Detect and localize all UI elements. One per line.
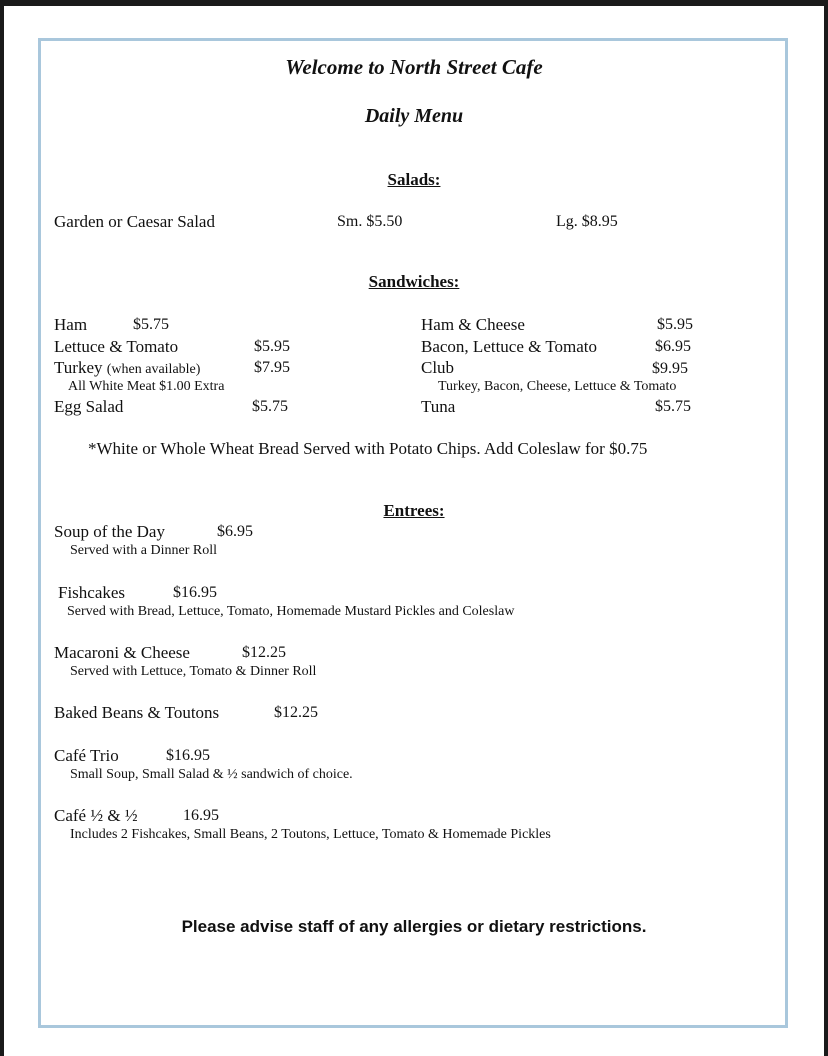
salad-large-price: Lg. $8.95	[556, 213, 618, 230]
window-top-edge	[0, 0, 828, 6]
entree-name: Soup of the Day	[54, 522, 165, 541]
entree-price: 16.95	[183, 807, 219, 824]
sandwich-price: $7.95	[254, 359, 290, 376]
sandwich-name: Bacon, Lettuce & Tomato	[421, 337, 598, 356]
sandwich-note: All White Meat $1.00 Extra	[68, 379, 225, 394]
allergy-notice: Please advise staff of any allergies or dietary restrictions.	[181, 917, 647, 936]
sandwich-price: $5.75	[133, 316, 169, 333]
sandwich-price: $9.95	[652, 360, 688, 377]
entree-name: Café ½ & ½	[54, 806, 138, 825]
sandwich-name: Lettuce & Tomato	[54, 337, 179, 356]
entree-description: Includes 2 Fishcakes, Small Beans, 2 Toutons, Lettuce, Tomato & Homemade Pickles	[70, 827, 551, 842]
sandwich-price: $5.95	[657, 316, 693, 333]
sandwich-name: Club	[421, 358, 455, 377]
entree-description: Served with Bread, Lettuce, Tomato, Homemade Mustard Pickles and Coleslaw	[67, 604, 515, 619]
sandwich-price: $5.95	[254, 338, 290, 355]
sandwich-name: Tuna	[421, 397, 456, 416]
sandwich-name: Ham & Cheese	[421, 315, 525, 334]
window-left-edge	[0, 0, 4, 1056]
sandwich-name	[54, 358, 200, 378]
entree-description: Served with Lettuce, Tomato & Dinner Roll	[70, 664, 317, 679]
entree-price: $6.95	[217, 523, 253, 540]
entree-price: $12.25	[274, 704, 318, 721]
sandwich-qualifier: (when available)	[106, 362, 201, 377]
entrees-heading: Entrees:	[383, 501, 445, 520]
entree-name: Café Trio	[54, 746, 119, 765]
sandwich-price: $5.75	[655, 398, 691, 415]
menu-subtitle: Daily Menu	[364, 105, 464, 127]
sandwich-name: Ham	[54, 315, 88, 334]
entree-description: Small Soup, Small Salad & ½ sandwich of choice.	[70, 767, 353, 782]
window-right-edge	[824, 0, 828, 1056]
sandwich-price: $6.95	[655, 338, 691, 355]
entree-name: Fishcakes	[58, 583, 126, 602]
sandwich-note: Turkey, Bacon, Cheese, Lettuce & Tomato	[438, 379, 677, 394]
sandwich-price: $5.75	[252, 398, 288, 415]
salad-name: Garden or Caesar Salad	[54, 212, 215, 231]
menu-title: Welcome to North Street Cafe	[285, 55, 543, 79]
entree-name: Macaroni & Cheese	[54, 643, 190, 662]
salads-heading: Salads:	[387, 170, 441, 189]
entree-price: $12.25	[242, 644, 286, 661]
salad-small-price: Sm. $5.50	[337, 213, 403, 230]
bread-note: *White or Whole Wheat Bread Served with Potato Chips. Add Coleslaw for $0.75	[88, 439, 648, 458]
sandwich-name-text: Turkey	[54, 358, 103, 377]
sandwich-name: Egg Salad	[54, 397, 124, 416]
entree-description: Served with a Dinner Roll	[70, 543, 217, 558]
entree-name: Baked Beans & Toutons	[54, 703, 220, 722]
entree-price: $16.95	[166, 747, 210, 764]
entree-price: $16.95	[173, 584, 217, 601]
sandwiches-heading: Sandwiches:	[368, 272, 460, 291]
